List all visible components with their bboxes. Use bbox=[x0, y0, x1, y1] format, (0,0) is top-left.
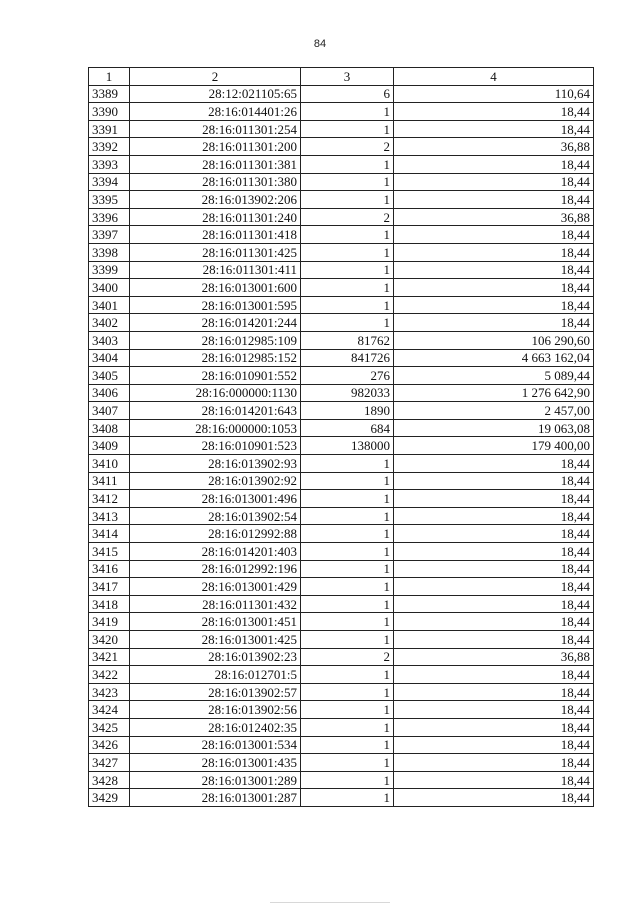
cadastral-number-cell: 28:16:013001:289 bbox=[130, 771, 301, 789]
amount-cell: 18,44 bbox=[394, 455, 594, 473]
amount-cell: 110,64 bbox=[394, 85, 594, 103]
row-number-cell: 3408 bbox=[89, 419, 130, 437]
table-row bbox=[89, 120, 594, 138]
amount-cell: 18,44 bbox=[394, 560, 594, 578]
row-number-cell: 3392 bbox=[89, 138, 130, 156]
quantity-cell: 1 bbox=[301, 543, 394, 561]
row-number-cell: 3421 bbox=[89, 648, 130, 666]
amount-cell: 1 276 642,90 bbox=[394, 384, 594, 402]
row-number-cell: 3420 bbox=[89, 631, 130, 649]
quantity-cell: 1 bbox=[301, 525, 394, 543]
amount-cell: 18,44 bbox=[394, 525, 594, 543]
column-header-3: 3 bbox=[301, 68, 394, 86]
quantity-cell: 1 bbox=[301, 718, 394, 736]
quantity-cell: 1 bbox=[301, 507, 394, 525]
table-row bbox=[89, 243, 594, 261]
amount-cell: 18,44 bbox=[394, 314, 594, 332]
amount-cell: 18,44 bbox=[394, 490, 594, 508]
cadastral-number-cell: 28:16:011301:418 bbox=[130, 226, 301, 244]
row-number-cell: 3401 bbox=[89, 296, 130, 314]
cadastral-number-cell: 28:16:011301:200 bbox=[130, 138, 301, 156]
amount-cell: 18,44 bbox=[394, 261, 594, 279]
amount-cell: 18,44 bbox=[394, 173, 594, 191]
table-row bbox=[89, 402, 594, 420]
table-row bbox=[89, 490, 594, 508]
quantity-cell: 1 bbox=[301, 595, 394, 613]
table-row bbox=[89, 789, 594, 807]
page-number: 84 bbox=[313, 38, 327, 50]
table-row bbox=[89, 226, 594, 244]
row-number-cell: 3422 bbox=[89, 666, 130, 684]
quantity-cell: 276 bbox=[301, 367, 394, 385]
quantity-cell: 684 bbox=[301, 419, 394, 437]
row-number-cell: 3418 bbox=[89, 595, 130, 613]
column-header-4: 4 bbox=[394, 68, 594, 86]
column-header-1: 1 bbox=[89, 68, 130, 86]
amount-cell: 18,44 bbox=[394, 120, 594, 138]
row-number-cell: 3398 bbox=[89, 243, 130, 261]
quantity-cell: 1 bbox=[301, 155, 394, 173]
cadastral-number-cell: 28:16:014201:403 bbox=[130, 543, 301, 561]
row-number-cell: 3411 bbox=[89, 472, 130, 490]
quantity-cell: 1 bbox=[301, 736, 394, 754]
amount-cell: 18,44 bbox=[394, 771, 594, 789]
table-row bbox=[89, 455, 594, 473]
row-number-cell: 3423 bbox=[89, 683, 130, 701]
row-number-cell: 3391 bbox=[89, 120, 130, 138]
cadastral-number-cell: 28:16:012992:196 bbox=[130, 560, 301, 578]
column-header-2: 2 bbox=[130, 68, 301, 86]
cadastral-number-cell: 28:16:000000:1130 bbox=[130, 384, 301, 402]
row-number-cell: 3390 bbox=[89, 103, 130, 121]
cadastral-number-cell: 28:16:013001:595 bbox=[130, 296, 301, 314]
table-row bbox=[89, 648, 594, 666]
table-row bbox=[89, 718, 594, 736]
amount-cell: 36,88 bbox=[394, 648, 594, 666]
amount-cell: 18,44 bbox=[394, 226, 594, 244]
quantity-cell: 1 bbox=[301, 490, 394, 508]
cadastral-number-cell: 28:12:021105:65 bbox=[130, 85, 301, 103]
table-row bbox=[89, 103, 594, 121]
amount-cell: 18,44 bbox=[394, 613, 594, 631]
table-header-row bbox=[89, 68, 594, 86]
row-number-cell: 3413 bbox=[89, 507, 130, 525]
cadastral-number-cell: 28:16:013902:23 bbox=[130, 648, 301, 666]
row-number-cell: 3412 bbox=[89, 490, 130, 508]
amount-cell: 18,44 bbox=[394, 666, 594, 684]
row-number-cell: 3410 bbox=[89, 455, 130, 473]
quantity-cell: 1 bbox=[301, 789, 394, 807]
quantity-cell: 1 bbox=[301, 314, 394, 332]
table-row bbox=[89, 666, 594, 684]
amount-cell: 18,44 bbox=[394, 191, 594, 209]
table-row bbox=[89, 701, 594, 719]
cadastral-number-cell: 28:16:012992:88 bbox=[130, 525, 301, 543]
cadastral-number-cell: 28:16:012985:109 bbox=[130, 331, 301, 349]
amount-cell: 18,44 bbox=[394, 103, 594, 121]
quantity-cell: 2 bbox=[301, 208, 394, 226]
cadastral-number-cell: 28:16:000000:1053 bbox=[130, 419, 301, 437]
table-row bbox=[89, 754, 594, 772]
table-row bbox=[89, 595, 594, 613]
table-row bbox=[89, 367, 594, 385]
cadastral-number-cell: 28:16:012701:5 bbox=[130, 666, 301, 684]
cadastral-number-cell: 28:16:011301:240 bbox=[130, 208, 301, 226]
row-number-cell: 3426 bbox=[89, 736, 130, 754]
row-number-cell: 3427 bbox=[89, 754, 130, 772]
amount-cell: 18,44 bbox=[394, 718, 594, 736]
row-number-cell: 3402 bbox=[89, 314, 130, 332]
cadastral-number-cell: 28:16:011301:411 bbox=[130, 261, 301, 279]
quantity-cell: 1 bbox=[301, 472, 394, 490]
row-number-cell: 3428 bbox=[89, 771, 130, 789]
cadastral-number-cell: 28:16:013001:435 bbox=[130, 754, 301, 772]
quantity-cell: 1 bbox=[301, 279, 394, 297]
cadastral-number-cell: 28:16:013001:600 bbox=[130, 279, 301, 297]
quantity-cell: 1 bbox=[301, 243, 394, 261]
cadastral-number-cell: 28:16:010901:523 bbox=[130, 437, 301, 455]
quantity-cell: 1 bbox=[301, 120, 394, 138]
table-row bbox=[89, 155, 594, 173]
amount-cell: 4 663 162,04 bbox=[394, 349, 594, 367]
quantity-cell: 1890 bbox=[301, 402, 394, 420]
data-table bbox=[88, 67, 594, 807]
cadastral-number-cell: 28:16:014401:26 bbox=[130, 103, 301, 121]
row-number-cell: 3403 bbox=[89, 331, 130, 349]
cadastral-number-cell: 28:16:013902:206 bbox=[130, 191, 301, 209]
row-number-cell: 3389 bbox=[89, 85, 130, 103]
amount-cell: 18,44 bbox=[394, 507, 594, 525]
amount-cell: 18,44 bbox=[394, 578, 594, 596]
table-row bbox=[89, 437, 594, 455]
row-number-cell: 3424 bbox=[89, 701, 130, 719]
row-number-cell: 3397 bbox=[89, 226, 130, 244]
row-number-cell: 3393 bbox=[89, 155, 130, 173]
table-row bbox=[89, 507, 594, 525]
table-row bbox=[89, 472, 594, 490]
cadastral-number-cell: 28:16:013001:496 bbox=[130, 490, 301, 508]
cadastral-number-cell: 28:16:013902:54 bbox=[130, 507, 301, 525]
quantity-cell: 1 bbox=[301, 226, 394, 244]
amount-cell: 18,44 bbox=[394, 296, 594, 314]
table-row bbox=[89, 138, 594, 156]
table-row bbox=[89, 384, 594, 402]
quantity-cell: 6 bbox=[301, 85, 394, 103]
row-number-cell: 3425 bbox=[89, 718, 130, 736]
amount-cell: 18,44 bbox=[394, 683, 594, 701]
quantity-cell: 1 bbox=[301, 613, 394, 631]
amount-cell: 179 400,00 bbox=[394, 437, 594, 455]
table-row bbox=[89, 543, 594, 561]
table-row bbox=[89, 191, 594, 209]
table-row bbox=[89, 736, 594, 754]
row-number-cell: 3407 bbox=[89, 402, 130, 420]
row-number-cell: 3406 bbox=[89, 384, 130, 402]
quantity-cell: 1 bbox=[301, 173, 394, 191]
quantity-cell: 1 bbox=[301, 578, 394, 596]
cadastral-number-cell: 28:16:011301:425 bbox=[130, 243, 301, 261]
table-body bbox=[89, 85, 594, 806]
row-number-cell: 3409 bbox=[89, 437, 130, 455]
cadastral-number-cell: 28:16:013902:57 bbox=[130, 683, 301, 701]
amount-cell: 18,44 bbox=[394, 155, 594, 173]
cadastral-number-cell: 28:16:012402:35 bbox=[130, 718, 301, 736]
quantity-cell: 1 bbox=[301, 191, 394, 209]
cadastral-number-cell: 28:16:011301:380 bbox=[130, 173, 301, 191]
cadastral-number-cell: 28:16:011301:432 bbox=[130, 595, 301, 613]
cadastral-number-cell: 28:16:012985:152 bbox=[130, 349, 301, 367]
row-number-cell: 3405 bbox=[89, 367, 130, 385]
table-row bbox=[89, 314, 594, 332]
table-row bbox=[89, 331, 594, 349]
row-number-cell: 3399 bbox=[89, 261, 130, 279]
quantity-cell: 1 bbox=[301, 754, 394, 772]
table-row bbox=[89, 631, 594, 649]
table-row bbox=[89, 349, 594, 367]
quantity-cell: 1 bbox=[301, 103, 394, 121]
table-row bbox=[89, 173, 594, 191]
quantity-cell: 1 bbox=[301, 771, 394, 789]
amount-cell: 18,44 bbox=[394, 631, 594, 649]
amount-cell: 18,44 bbox=[394, 789, 594, 807]
quantity-cell: 1 bbox=[301, 701, 394, 719]
amount-cell: 18,44 bbox=[394, 595, 594, 613]
table-row bbox=[89, 525, 594, 543]
table-row bbox=[89, 85, 594, 103]
row-number-cell: 3414 bbox=[89, 525, 130, 543]
cadastral-number-cell: 28:16:014201:643 bbox=[130, 402, 301, 420]
amount-cell: 18,44 bbox=[394, 243, 594, 261]
table-row bbox=[89, 419, 594, 437]
quantity-cell: 1 bbox=[301, 296, 394, 314]
quantity-cell: 2 bbox=[301, 648, 394, 666]
amount-cell: 18,44 bbox=[394, 543, 594, 561]
table-row bbox=[89, 578, 594, 596]
quantity-cell: 1 bbox=[301, 666, 394, 684]
row-number-cell: 3404 bbox=[89, 349, 130, 367]
amount-cell: 18,44 bbox=[394, 754, 594, 772]
quantity-cell: 1 bbox=[301, 455, 394, 473]
amount-cell: 36,88 bbox=[394, 138, 594, 156]
cadastral-number-cell: 28:16:011301:381 bbox=[130, 155, 301, 173]
cadastral-number-cell: 28:16:013902:56 bbox=[130, 701, 301, 719]
table-row bbox=[89, 279, 594, 297]
quantity-cell: 1 bbox=[301, 261, 394, 279]
table-row bbox=[89, 683, 594, 701]
quantity-cell: 81762 bbox=[301, 331, 394, 349]
quantity-cell: 841726 bbox=[301, 349, 394, 367]
row-number-cell: 3415 bbox=[89, 543, 130, 561]
row-number-cell: 3419 bbox=[89, 613, 130, 631]
cadastral-number-cell: 28:16:013902:93 bbox=[130, 455, 301, 473]
amount-cell: 36,88 bbox=[394, 208, 594, 226]
cadastral-number-cell: 28:16:014201:244 bbox=[130, 314, 301, 332]
row-number-cell: 3400 bbox=[89, 279, 130, 297]
amount-cell: 18,44 bbox=[394, 472, 594, 490]
cadastral-number-cell: 28:16:013001:451 bbox=[130, 613, 301, 631]
cadastral-number-cell: 28:16:013001:425 bbox=[130, 631, 301, 649]
amount-cell: 18,44 bbox=[394, 701, 594, 719]
quantity-cell: 1 bbox=[301, 560, 394, 578]
quantity-cell: 2 bbox=[301, 138, 394, 156]
row-number-cell: 3416 bbox=[89, 560, 130, 578]
amount-cell: 18,44 bbox=[394, 736, 594, 754]
amount-cell: 2 457,00 bbox=[394, 402, 594, 420]
table-row bbox=[89, 560, 594, 578]
cadastral-number-cell: 28:16:011301:254 bbox=[130, 120, 301, 138]
table-row bbox=[89, 296, 594, 314]
amount-cell: 19 063,08 bbox=[394, 419, 594, 437]
cadastral-number-cell: 28:16:010901:552 bbox=[130, 367, 301, 385]
quantity-cell: 982033 bbox=[301, 384, 394, 402]
amount-cell: 5 089,44 bbox=[394, 367, 594, 385]
amount-cell: 106 290,60 bbox=[394, 331, 594, 349]
table-row bbox=[89, 771, 594, 789]
row-number-cell: 3417 bbox=[89, 578, 130, 596]
cadastral-number-cell: 28:16:013902:92 bbox=[130, 472, 301, 490]
table-row bbox=[89, 208, 594, 226]
page-edge-mark bbox=[270, 902, 390, 903]
row-number-cell: 3394 bbox=[89, 173, 130, 191]
amount-cell: 18,44 bbox=[394, 279, 594, 297]
cadastral-number-cell: 28:16:013001:287 bbox=[130, 789, 301, 807]
quantity-cell: 138000 bbox=[301, 437, 394, 455]
row-number-cell: 3396 bbox=[89, 208, 130, 226]
row-number-cell: 3429 bbox=[89, 789, 130, 807]
table-row bbox=[89, 613, 594, 631]
row-number-cell: 3395 bbox=[89, 191, 130, 209]
quantity-cell: 1 bbox=[301, 683, 394, 701]
cadastral-number-cell: 28:16:013001:429 bbox=[130, 578, 301, 596]
cadastral-number-cell: 28:16:013001:534 bbox=[130, 736, 301, 754]
table-row bbox=[89, 261, 594, 279]
quantity-cell: 1 bbox=[301, 631, 394, 649]
